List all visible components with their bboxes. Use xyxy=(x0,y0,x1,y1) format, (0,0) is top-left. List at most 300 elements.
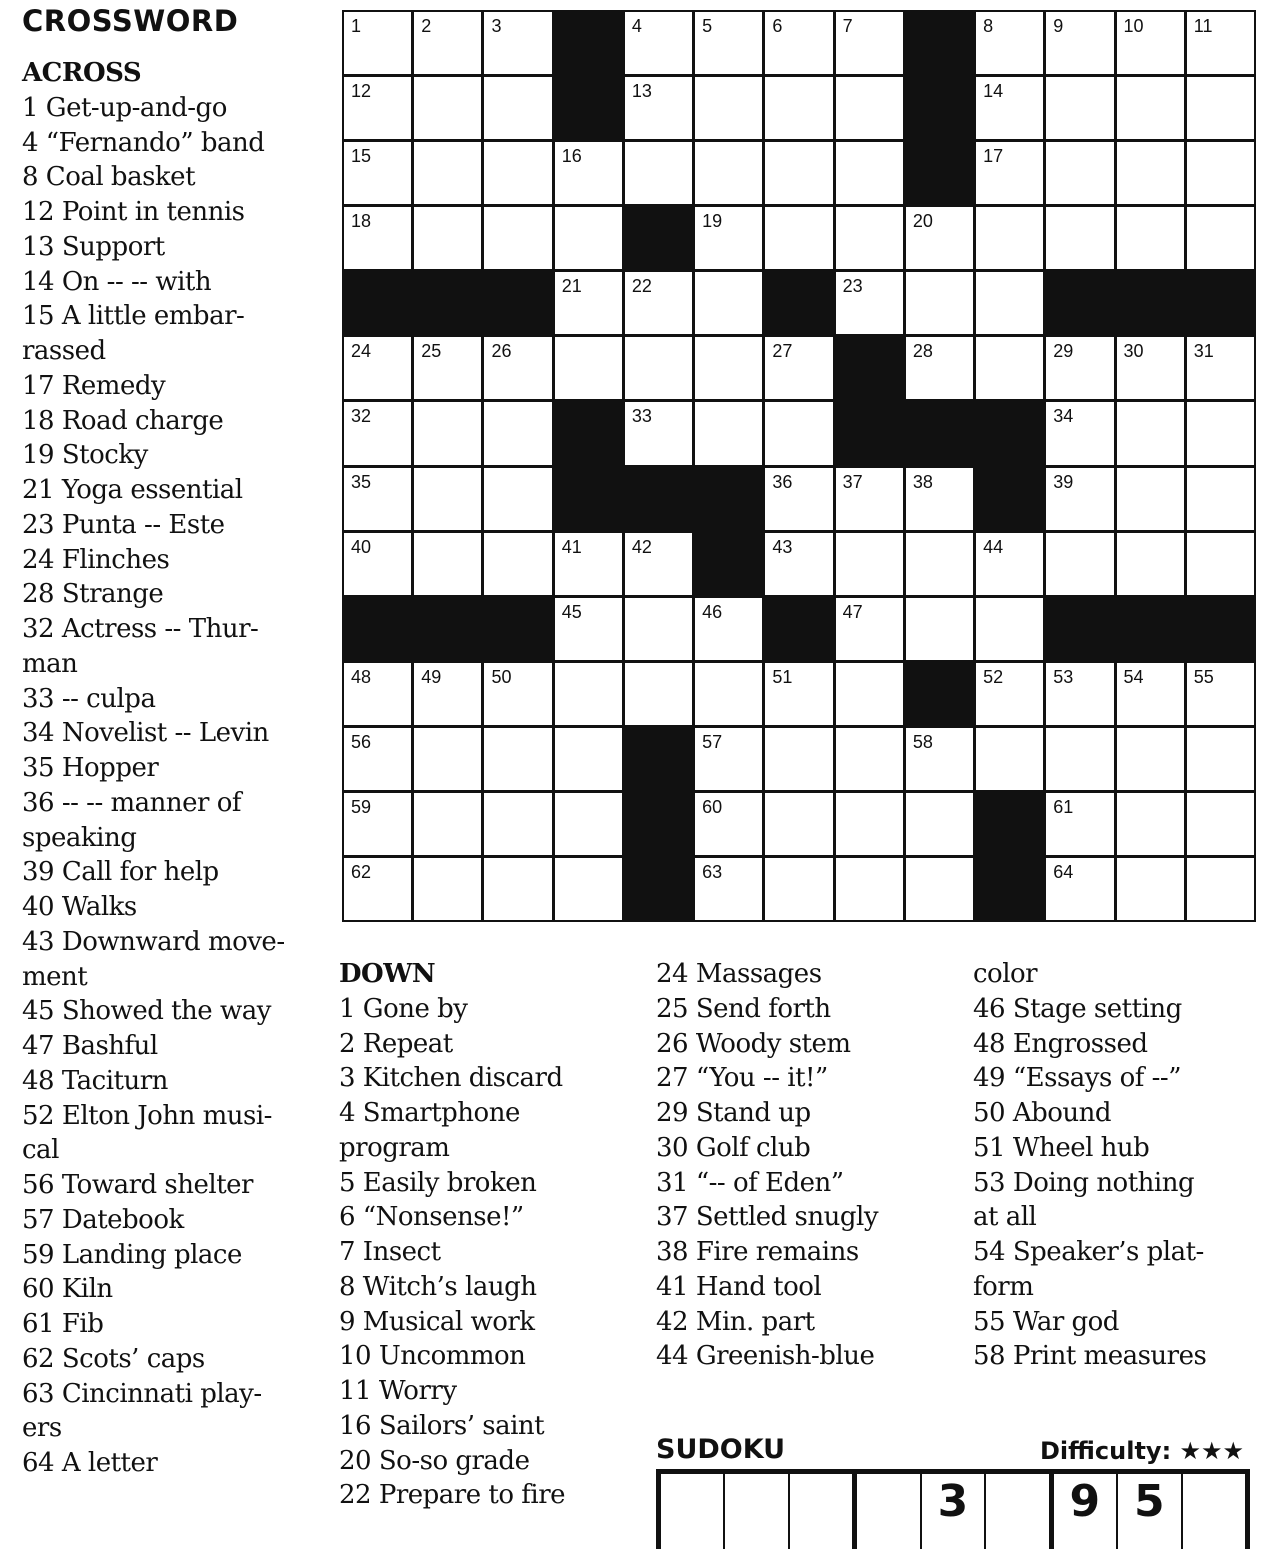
clue-line: form xyxy=(973,1271,1034,1302)
clue-line: 21 Yoga essential xyxy=(22,475,243,505)
grid-cell[interactable] xyxy=(555,858,622,920)
cell-number: 40 xyxy=(351,536,372,557)
grid-cell[interactable] xyxy=(1187,858,1254,920)
grid-cell[interactable] xyxy=(344,402,411,464)
grid-cell[interactable] xyxy=(1117,793,1184,855)
grid-cell[interactable] xyxy=(976,337,1043,399)
grid-cell[interactable] xyxy=(1117,663,1184,725)
grid-cell[interactable] xyxy=(555,533,622,595)
grid-cell[interactable] xyxy=(1117,533,1184,595)
grid-cell[interactable] xyxy=(765,12,832,74)
clue-line: 13 Support xyxy=(22,231,165,262)
grid-cell[interactable] xyxy=(836,207,903,269)
clue-line: 39 Call for help xyxy=(22,857,219,888)
grid-cell[interactable] xyxy=(1187,663,1254,725)
grid-cell[interactable] xyxy=(695,402,762,464)
clue-line: 48 Engrossed xyxy=(973,1028,1148,1059)
grid-cell[interactable] xyxy=(976,12,1043,74)
black-cell xyxy=(976,793,1043,855)
clue-line: rassed xyxy=(22,336,106,366)
grid-cell[interactable] xyxy=(414,793,481,855)
grid-cell[interactable] xyxy=(976,272,1043,334)
grid-cell[interactable] xyxy=(976,533,1043,595)
sudoku-cell[interactable]: 9 xyxy=(1054,1474,1118,1549)
cell-number: 1 xyxy=(351,16,362,36)
grid-cell[interactable] xyxy=(414,663,481,725)
grid-cell[interactable] xyxy=(1117,77,1184,139)
clue-line: 62 Scots’ caps xyxy=(22,1343,205,1374)
grid-cell[interactable] xyxy=(765,468,832,530)
clue-line: 22 Prepare to fire xyxy=(339,1480,566,1511)
clue-line: 7 Insect xyxy=(339,1237,441,1267)
crossword-title: CROSSWORD xyxy=(22,4,239,38)
clue-line: 37 Settled snugly xyxy=(656,1202,879,1233)
grid-cell[interactable] xyxy=(1187,77,1254,139)
crossword-grid xyxy=(342,10,1256,922)
clue-line: man xyxy=(22,648,78,679)
clue-line: 12 Point in tennis xyxy=(22,197,245,227)
grid-cell[interactable] xyxy=(414,858,481,920)
black-cell xyxy=(625,207,692,269)
cell-number: 7 xyxy=(842,16,853,36)
grid-cell[interactable] xyxy=(625,533,692,595)
sudoku-cell[interactable] xyxy=(857,1474,921,1549)
grid-cell[interactable] xyxy=(414,337,481,399)
black-cell xyxy=(906,12,973,74)
grid-cell[interactable] xyxy=(484,468,551,530)
clue-line: 25 Send forth xyxy=(656,993,831,1024)
grid-cell[interactable] xyxy=(484,337,551,399)
clue-line: 15 A little embar- xyxy=(22,301,245,332)
grid-cell[interactable] xyxy=(1187,468,1254,530)
clue-line: 2 Repeat xyxy=(339,1028,453,1059)
grid-cell[interactable] xyxy=(765,663,832,725)
cell-number: 11 xyxy=(1193,16,1213,36)
clue-line: 63 Cincinnati play- xyxy=(22,1378,262,1409)
clue-line: 64 A letter xyxy=(22,1448,158,1478)
grid-cell[interactable] xyxy=(625,77,692,139)
grid-cell[interactable] xyxy=(414,468,481,530)
sudoku-cell[interactable]: 3 xyxy=(922,1474,986,1549)
grid-cell[interactable] xyxy=(625,663,692,725)
grid-cell[interactable] xyxy=(1187,142,1254,204)
cell-number: 19 xyxy=(702,211,723,232)
black-cell xyxy=(695,468,762,530)
grid-cell[interactable] xyxy=(695,272,762,334)
cell-number: 62 xyxy=(351,861,372,882)
grid-cell[interactable] xyxy=(1117,337,1184,399)
cell-number: 52 xyxy=(983,666,1004,687)
grid-cell[interactable] xyxy=(1046,858,1113,920)
grid-cell[interactable] xyxy=(1046,12,1113,74)
grid-cell[interactable] xyxy=(1046,402,1113,464)
grid-cell[interactable] xyxy=(344,793,411,855)
cell-number: 20 xyxy=(912,211,933,232)
grid-cell[interactable] xyxy=(765,142,832,204)
clue-line: 10 Uncommon xyxy=(339,1341,526,1372)
grid-cell[interactable] xyxy=(906,533,973,595)
grid-cell[interactable] xyxy=(344,142,411,204)
grid-cell[interactable] xyxy=(906,337,973,399)
black-cell xyxy=(1046,272,1113,334)
grid-cell[interactable] xyxy=(1117,207,1184,269)
grid-cell[interactable] xyxy=(906,728,973,790)
grid-cell[interactable] xyxy=(1187,12,1254,74)
cell-number: 61 xyxy=(1053,796,1074,817)
grid-cell[interactable] xyxy=(836,858,903,920)
grid-cell[interactable] xyxy=(414,142,481,204)
sudoku-difficulty: Difficulty: ★★★ xyxy=(1040,1437,1245,1465)
grid-cell[interactable] xyxy=(1117,468,1184,530)
cell-number: 30 xyxy=(1123,341,1144,362)
cell-number: 21 xyxy=(561,276,582,297)
clue-line: 27 “You -- it!” xyxy=(656,1063,828,1094)
clue-line: 61 Fib xyxy=(22,1309,104,1339)
cell-number: 5 xyxy=(702,16,713,36)
grid-cell[interactable] xyxy=(484,793,551,855)
grid-cell[interactable] xyxy=(976,728,1043,790)
grid-cell[interactable] xyxy=(484,402,551,464)
sudoku-cell[interactable] xyxy=(986,1474,1053,1549)
grid-cell[interactable] xyxy=(555,598,622,660)
clue-line: 60 Kiln xyxy=(22,1274,113,1305)
grid-cell[interactable] xyxy=(836,142,903,204)
grid-cell[interactable] xyxy=(344,728,411,790)
clue-line: 19 Stocky xyxy=(22,440,148,471)
grid-cell[interactable] xyxy=(836,598,903,660)
cell-number: 50 xyxy=(491,666,512,687)
grid-cell[interactable] xyxy=(765,207,832,269)
grid-cell[interactable] xyxy=(1046,663,1113,725)
grid-cell[interactable] xyxy=(555,337,622,399)
clue-line: 52 Elton John musi- xyxy=(22,1100,272,1131)
sudoku-cell[interactable]: 5 xyxy=(1118,1474,1182,1549)
grid-cell[interactable] xyxy=(344,337,411,399)
grid-cell[interactable] xyxy=(976,142,1043,204)
black-cell xyxy=(555,468,622,530)
grid-cell[interactable] xyxy=(484,207,551,269)
clue-line: at all xyxy=(973,1202,1037,1233)
grid-cell[interactable] xyxy=(976,77,1043,139)
across-clues xyxy=(22,56,285,1481)
grid-cell[interactable] xyxy=(765,728,832,790)
grid-cell[interactable] xyxy=(1046,793,1113,855)
clue-line: 8 Witch’s laugh xyxy=(339,1271,537,1302)
grid-cell[interactable] xyxy=(695,663,762,725)
grid-cell[interactable] xyxy=(906,793,973,855)
grid-cell[interactable] xyxy=(1187,207,1254,269)
grid-cell[interactable] xyxy=(555,793,622,855)
black-cell xyxy=(625,468,692,530)
clue-line: 1 Gone by xyxy=(339,993,468,1024)
cell-number: 57 xyxy=(702,731,723,752)
grid-cell[interactable] xyxy=(836,468,903,530)
grid-cell[interactable] xyxy=(1187,793,1254,855)
sudoku-grid xyxy=(656,1469,1250,1549)
clue-line: 43 Downward move- xyxy=(22,926,285,957)
grid-cell[interactable] xyxy=(836,728,903,790)
cell-number: 49 xyxy=(421,666,442,687)
cell-number: 13 xyxy=(631,81,652,102)
cell-number: 15 xyxy=(351,146,372,167)
grid-cell[interactable] xyxy=(906,598,973,660)
clue-line: 9 Musical work xyxy=(339,1306,535,1337)
grid-cell[interactable] xyxy=(484,858,551,920)
sudoku-cell[interactable] xyxy=(725,1474,789,1549)
grid-cell[interactable] xyxy=(695,77,762,139)
clue-line: 1 Get-up-and-go xyxy=(22,92,227,123)
grid-cell[interactable] xyxy=(765,533,832,595)
clue-line: 6 “Nonsense!” xyxy=(339,1202,524,1233)
cell-number: 63 xyxy=(702,861,723,882)
grid-cell[interactable] xyxy=(1046,468,1113,530)
black-cell xyxy=(625,793,692,855)
grid-cell[interactable] xyxy=(906,272,973,334)
clue-line: 48 Taciturn xyxy=(22,1065,168,1096)
cell-number: 64 xyxy=(1053,861,1074,882)
cell-number: 4 xyxy=(631,16,642,36)
grid-cell[interactable] xyxy=(625,142,692,204)
grid-cell[interactable] xyxy=(836,77,903,139)
cell-number: 10 xyxy=(1123,16,1144,36)
grid-cell[interactable] xyxy=(555,728,622,790)
grid-cell[interactable] xyxy=(1117,858,1184,920)
clue-line: 54 Speaker’s plat- xyxy=(973,1237,1204,1267)
black-cell xyxy=(765,272,832,334)
clue-line: 40 Walks xyxy=(22,892,137,922)
grid-cell[interactable] xyxy=(1117,12,1184,74)
sudoku-cell[interactable] xyxy=(661,1474,725,1549)
clue-line: cal xyxy=(22,1135,59,1166)
black-cell xyxy=(625,858,692,920)
grid-cell[interactable] xyxy=(976,598,1043,660)
grid-cell[interactable] xyxy=(344,533,411,595)
grid-cell[interactable] xyxy=(555,272,622,334)
cell-number: 22 xyxy=(631,276,652,297)
grid-cell[interactable] xyxy=(555,142,622,204)
grid-cell[interactable] xyxy=(625,12,692,74)
clue-line: 20 So-so grade xyxy=(339,1445,530,1476)
black-cell xyxy=(906,77,973,139)
grid-cell[interactable] xyxy=(1187,402,1254,464)
clue-line: 57 Datebook xyxy=(22,1204,184,1235)
black-cell xyxy=(344,598,411,660)
grid-cell[interactable] xyxy=(1046,207,1113,269)
grid-cell[interactable] xyxy=(625,598,692,660)
cell-number: 48 xyxy=(351,666,372,687)
cell-number: 31 xyxy=(1193,341,1214,362)
cell-number: 24 xyxy=(351,341,372,362)
grid-cell[interactable] xyxy=(625,402,692,464)
black-cell xyxy=(555,77,622,139)
grid-cell[interactable] xyxy=(344,468,411,530)
cell-number: 16 xyxy=(561,146,582,167)
grid-cell[interactable] xyxy=(1046,728,1113,790)
grid-cell[interactable] xyxy=(765,793,832,855)
clue-line: 46 Stage setting xyxy=(973,993,1182,1024)
grid-cell[interactable] xyxy=(765,402,832,464)
clue-line: 24 Massages xyxy=(656,959,822,989)
grid-cell[interactable] xyxy=(484,728,551,790)
clue-line: 51 Wheel hub xyxy=(973,1132,1150,1163)
clue-line: 8 Coal basket xyxy=(22,162,196,193)
grid-cell[interactable] xyxy=(1187,533,1254,595)
grid-cell[interactable] xyxy=(414,728,481,790)
clue-line: 23 Punta -- Este xyxy=(22,509,225,540)
cell-number: 41 xyxy=(561,536,582,557)
grid-cell[interactable] xyxy=(695,728,762,790)
sudoku-cell[interactable] xyxy=(790,1474,857,1549)
grid-cell[interactable] xyxy=(344,77,411,139)
cell-number: 18 xyxy=(351,211,372,232)
grid-cell[interactable] xyxy=(906,858,973,920)
clue-line: 47 Bashful xyxy=(22,1031,158,1061)
black-cell xyxy=(414,272,481,334)
cell-number: 44 xyxy=(983,536,1004,557)
cell-number: 51 xyxy=(772,666,793,687)
grid-cell[interactable] xyxy=(695,142,762,204)
black-cell xyxy=(1187,272,1254,334)
grid-cell[interactable] xyxy=(625,272,692,334)
black-cell xyxy=(484,272,551,334)
grid-cell[interactable] xyxy=(695,337,762,399)
grid-cell[interactable] xyxy=(836,12,903,74)
grid-cell[interactable] xyxy=(695,598,762,660)
clue-line: ers xyxy=(22,1413,62,1444)
cell-number: 53 xyxy=(1053,666,1074,687)
grid-cell[interactable] xyxy=(484,12,551,74)
cell-number: 59 xyxy=(351,796,372,817)
across-heading: ACROSS xyxy=(22,58,142,88)
cell-number: 43 xyxy=(772,536,793,557)
grid-cell[interactable] xyxy=(976,207,1043,269)
cell-number: 42 xyxy=(631,536,652,557)
cell-number: 25 xyxy=(421,341,442,362)
black-cell xyxy=(906,663,973,725)
clue-line: 14 On -- -- with xyxy=(22,266,212,297)
black-cell xyxy=(555,12,622,74)
sudoku-title: SUDOKU xyxy=(656,1434,786,1465)
cell-number: 29 xyxy=(1053,341,1074,362)
clue-line: 26 Woody stem xyxy=(656,1028,851,1059)
grid-cell[interactable] xyxy=(344,207,411,269)
grid-cell[interactable] xyxy=(695,858,762,920)
cell-number: 35 xyxy=(351,471,372,492)
down-heading: DOWN xyxy=(339,959,436,989)
grid-cell[interactable] xyxy=(344,858,411,920)
grid-cell[interactable] xyxy=(1046,533,1113,595)
clue-line: 35 Hopper xyxy=(22,753,159,783)
clue-line: 36 -- -- manner of xyxy=(22,787,242,818)
cell-number: 12 xyxy=(351,81,372,102)
clue-line: 11 Worry xyxy=(339,1376,457,1406)
sudoku-cell[interactable] xyxy=(1183,1474,1245,1549)
black-cell xyxy=(625,728,692,790)
grid-cell[interactable] xyxy=(765,858,832,920)
grid-cell[interactable] xyxy=(695,12,762,74)
black-cell xyxy=(976,402,1043,464)
clue-line: program xyxy=(339,1132,450,1163)
cell-number: 23 xyxy=(842,276,863,297)
grid-cell[interactable] xyxy=(836,793,903,855)
grid-cell[interactable] xyxy=(484,142,551,204)
grid-cell[interactable] xyxy=(414,402,481,464)
clue-line: 33 -- culpa xyxy=(22,683,156,714)
grid-cell[interactable] xyxy=(484,533,551,595)
clue-line: 38 Fire remains xyxy=(656,1237,859,1267)
cell-number: 6 xyxy=(772,16,783,36)
grid-cell[interactable] xyxy=(906,468,973,530)
black-cell xyxy=(1046,598,1113,660)
cell-number: 47 xyxy=(842,601,863,622)
grid-cell[interactable] xyxy=(1187,728,1254,790)
clue-line: 3 Kitchen discard xyxy=(339,1063,563,1094)
clue-line: 53 Doing nothing xyxy=(973,1167,1195,1198)
cell-number: 8 xyxy=(983,16,994,36)
grid-cell[interactable] xyxy=(836,533,903,595)
cell-number: 46 xyxy=(702,601,723,622)
grid-cell[interactable] xyxy=(555,663,622,725)
grid-cell[interactable] xyxy=(1117,402,1184,464)
grid-cell[interactable] xyxy=(976,663,1043,725)
cell-number: 38 xyxy=(912,471,933,492)
grid-cell[interactable] xyxy=(484,77,551,139)
grid-cell[interactable] xyxy=(1046,142,1113,204)
grid-cell[interactable] xyxy=(555,207,622,269)
grid-cell[interactable] xyxy=(344,663,411,725)
grid-cell[interactable] xyxy=(414,207,481,269)
grid-cell[interactable] xyxy=(414,12,481,74)
grid-cell[interactable] xyxy=(1046,337,1113,399)
grid-cell[interactable] xyxy=(1187,337,1254,399)
cell-number: 17 xyxy=(983,146,1004,167)
cell-number: 34 xyxy=(1053,406,1074,427)
grid-cell[interactable] xyxy=(695,793,762,855)
cell-number: 14 xyxy=(983,81,1004,102)
cell-number: 39 xyxy=(1053,471,1074,492)
grid-cell[interactable] xyxy=(695,207,762,269)
black-cell xyxy=(976,468,1043,530)
grid-cell[interactable] xyxy=(906,207,973,269)
clue-line: 31 “-- of Eden” xyxy=(656,1167,844,1198)
clue-line: speaking xyxy=(22,822,137,853)
cell-number: 56 xyxy=(351,731,372,752)
cell-number: 3 xyxy=(491,16,502,36)
grid-cell[interactable] xyxy=(484,663,551,725)
black-cell xyxy=(1117,598,1184,660)
grid-cell[interactable] xyxy=(414,77,481,139)
cell-number: 36 xyxy=(772,471,793,492)
grid-cell[interactable] xyxy=(765,337,832,399)
black-cell xyxy=(765,598,832,660)
grid-cell[interactable] xyxy=(1117,728,1184,790)
clue-line: 29 Stand up xyxy=(656,1098,811,1128)
grid-cell[interactable] xyxy=(1046,77,1113,139)
grid-cell[interactable] xyxy=(765,77,832,139)
grid-cell[interactable] xyxy=(1117,142,1184,204)
clue-line: 58 Print measures xyxy=(973,1341,1207,1372)
grid-cell[interactable] xyxy=(836,272,903,334)
down-clues-column-3 xyxy=(973,957,1206,1374)
grid-cell[interactable] xyxy=(625,337,692,399)
black-cell xyxy=(555,402,622,464)
cell-number: 58 xyxy=(912,731,933,752)
clue-line: 42 Min. part xyxy=(656,1306,815,1337)
grid-cell[interactable] xyxy=(344,12,411,74)
cell-number: 60 xyxy=(702,796,723,817)
grid-cell[interactable] xyxy=(836,663,903,725)
grid-cell[interactable] xyxy=(414,533,481,595)
